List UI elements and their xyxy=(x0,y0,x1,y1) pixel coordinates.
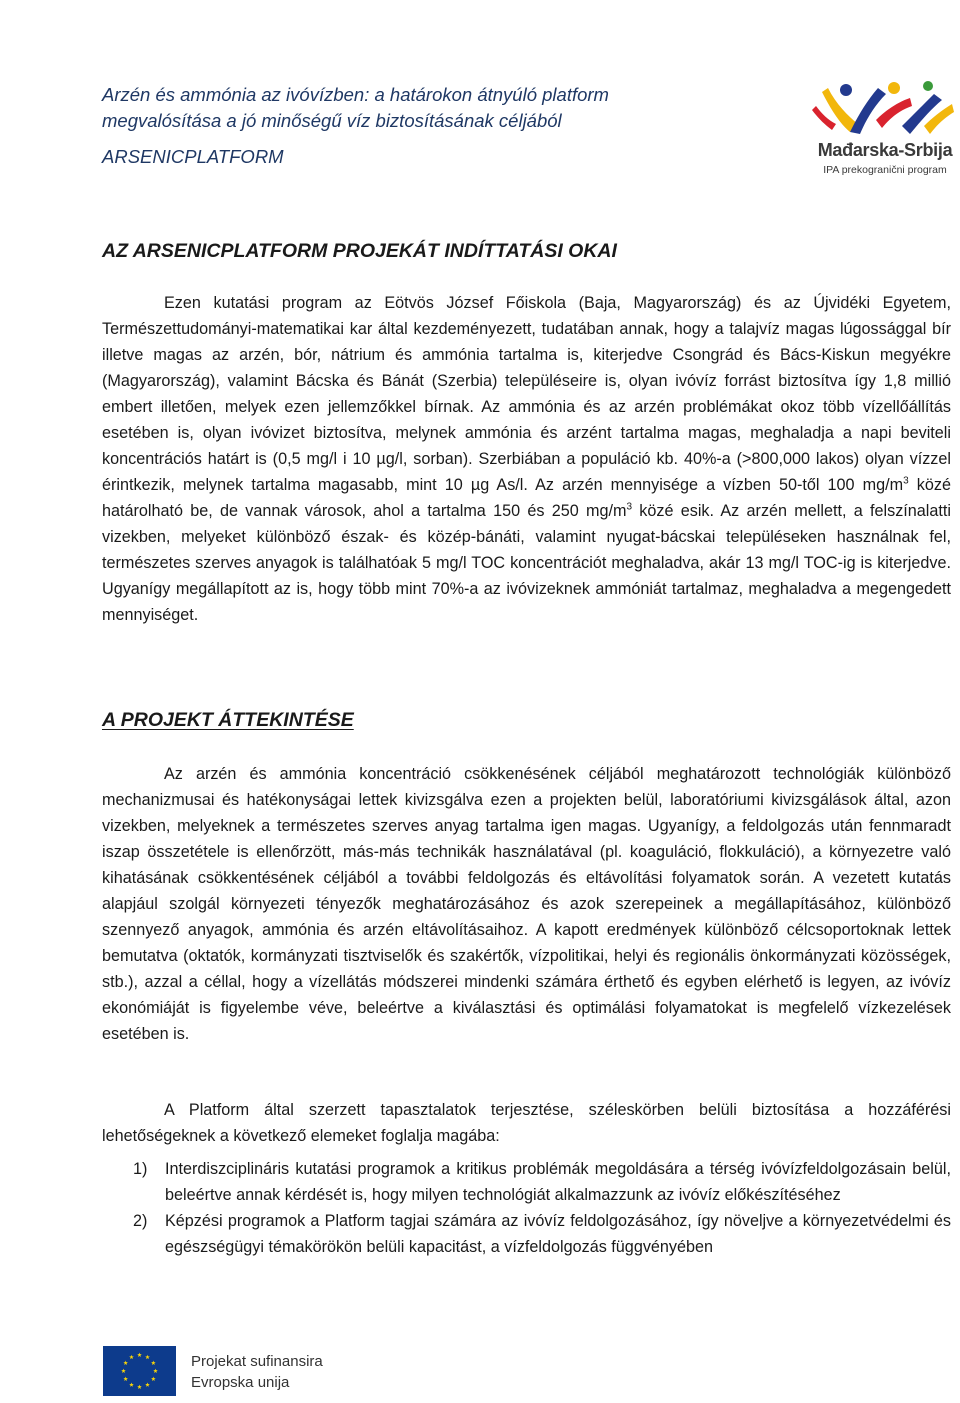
section-reasons-paragraph xyxy=(102,290,951,628)
section-heading-overview-text: A PROJEKT ÁTTEKINTÉSE xyxy=(102,709,354,731)
eu-flag-icon xyxy=(103,1346,176,1396)
project-title-line-1: Arzén és ammónia az ivóvízben: a határokon átnyúló platform xyxy=(102,84,609,105)
reasons-text-part-a: Ezen kutatási program az Eötvös József Főiskola (Baja, Magyarország) és az Újvidéki Egyetem, Természettudományi-matematikai kar által kezdeményezett, tudatában annak, hogy a talajvíz magas lúgossággal bír illetve magas az arzén, bór, nátrium és ammónia tartalma is, kiterjedve Csongrád és Bács-Kiskun megyékre (Magyarország), valamint Bácska és Bánát (Szerbia) településeire is, olyan ivóvíz forrást biztosítva így 1,8 millió embert illetően, melyek ezen jellemzőkkel bírnak. Az ammónia és az arzén problémákat okoz több vízellőállítás esetében is, olyan ivóvizet biztosítva, melynek ammónia és arzént tartalma magas, meghaladja a napi beviteli koncentrációs határt is (0,5 mg/l i 10 µg/l, sorban). Szerbiában a populáció kb. 40%-a (>800,000 lakos) olyan vízzel érintkezik, melynek tartalma magasabb, mint 10 µg As/l. Az arzén mennyisége a vízben 50-től 100 mg/m xyxy=(102,294,951,494)
list-item xyxy=(102,1156,951,1208)
project-acronym: ARSENICPLATFORM xyxy=(102,146,284,167)
list-item-text: Interdiszciplináris kutatási programok a kritikus problémák megoldására a térség ivóvízfeldolgozásain belül, beleértve annak kérdését is, hogy milyen technológiát alkalmazzunk az ivóvíz előkészítéséhez xyxy=(165,1160,951,1204)
eu-cofinancing-footer xyxy=(103,1346,343,1402)
eu-cofinanced-label: Projekat sufinansira xyxy=(191,1353,323,1370)
overview-paragraph-1 xyxy=(102,761,951,1047)
superscript-cubed: 3 xyxy=(626,501,633,513)
list-item xyxy=(102,1208,951,1260)
reasons-text-part-b: közé határolható be, de vannak városok, ahol a tartalma 150 és 250 mg/m xyxy=(102,476,951,520)
eu-name-label: Evropska unija xyxy=(191,1374,290,1391)
logo-program-name: Mađarska-Srbija xyxy=(817,140,953,160)
overview-paragraph-2-text: A Platform által szerzett tapasztalatok terjesztése, széleskörben belüli biztosítása a hozzáférési lehetőségeknek a következő elemeket foglalja magába: xyxy=(102,1101,951,1145)
superscript-cubed: 3 xyxy=(903,475,909,487)
ipa-program-logo xyxy=(806,80,960,184)
list-item-number: 2) xyxy=(133,1212,148,1230)
reasons-text-part-c: közé esik. Az arzén mellett, a felszínalatti vizekben, melyeket különböző észak- és közép-bánáti, valamint nyugat-bácskai településeken használnak fel, természetes szerves anyagok is találhatóak 5 mg/l TOC koncentrációt meghaladva, akár 13 mg/l TOC-ig is kiterjedve. Ugyanígy megállapított az is, hogy több mint 70%-a az ivóvizeknek ammóniát tartalmaz, meghaladva a megengedett mennyiséget. xyxy=(102,502,951,624)
list-item-number: 1) xyxy=(133,1160,148,1178)
platform-elements-list xyxy=(102,1156,951,1260)
project-title-line-2: megvalósítása a jó minőségű víz biztosításának céljából xyxy=(102,110,562,131)
list-item-text: Képzési programok a Platform tagjai számára az ivóvíz feldolgozásához, így növeljve a környezetvédelmi és egészségügyi témakörökön belüli kapacitást, a vízfeldolgozás függvényében xyxy=(165,1212,951,1256)
section-heading-overview xyxy=(102,709,354,732)
section-heading-reasons: AZ ARSENICPLATFORM PROJEKÁT INDÍTTATÁSI OKAI xyxy=(102,240,617,262)
project-title xyxy=(102,82,742,170)
overview-paragraph-1-text: Az arzén és ammónia koncentráció csökkenésének céljából meghatározott technológiák különböző mechanizmusai és hatékonyságai lettek kivizsgálva ezen a projekten belül, laboratóriumi kivizsgálások által, azon vizekben, melyeknek a természetes szerves anyag tartalma igen magas. Ugyanígy, a feldolgozás után fennmaradt iszap összetétele is ellenőrzött, más-más technikák használatával (pl. koaguláció, flokkuláció), a környezetre való kihatásának csökkentésének céljából a további feldolgozás és eltávolítási folyamatok során. A vezetett kutatás alapjául szolgál környezeti tényezők meghatározásához és azok szerepeinek a megállapításához, különböző szennyező anyagok, ammónia és arzén eltávolításaihoz. A kapott eredmények különböző célcsoportoknak lettek bemutatva (oktatók, kormányzati tisztviselők és szakértők, vízpolitikai, helyi és regionális önkormányzati közösségek, stb.), azzal a céllal, hogy a vízellátás módszerei mindenki számára érthető és egyben elérhető is legyen, az ivóvíz ekonómiáját is figyelembe véve, beleértve a kiválasztási és optimálási folyamatokat is megfelelő vízkezelések esetében is. xyxy=(102,765,951,1043)
logo-program-subtitle: IPA prekogranični program xyxy=(823,164,947,176)
ipa-logo-mark-icon xyxy=(806,80,960,138)
overview-paragraph-2 xyxy=(102,1097,951,1149)
